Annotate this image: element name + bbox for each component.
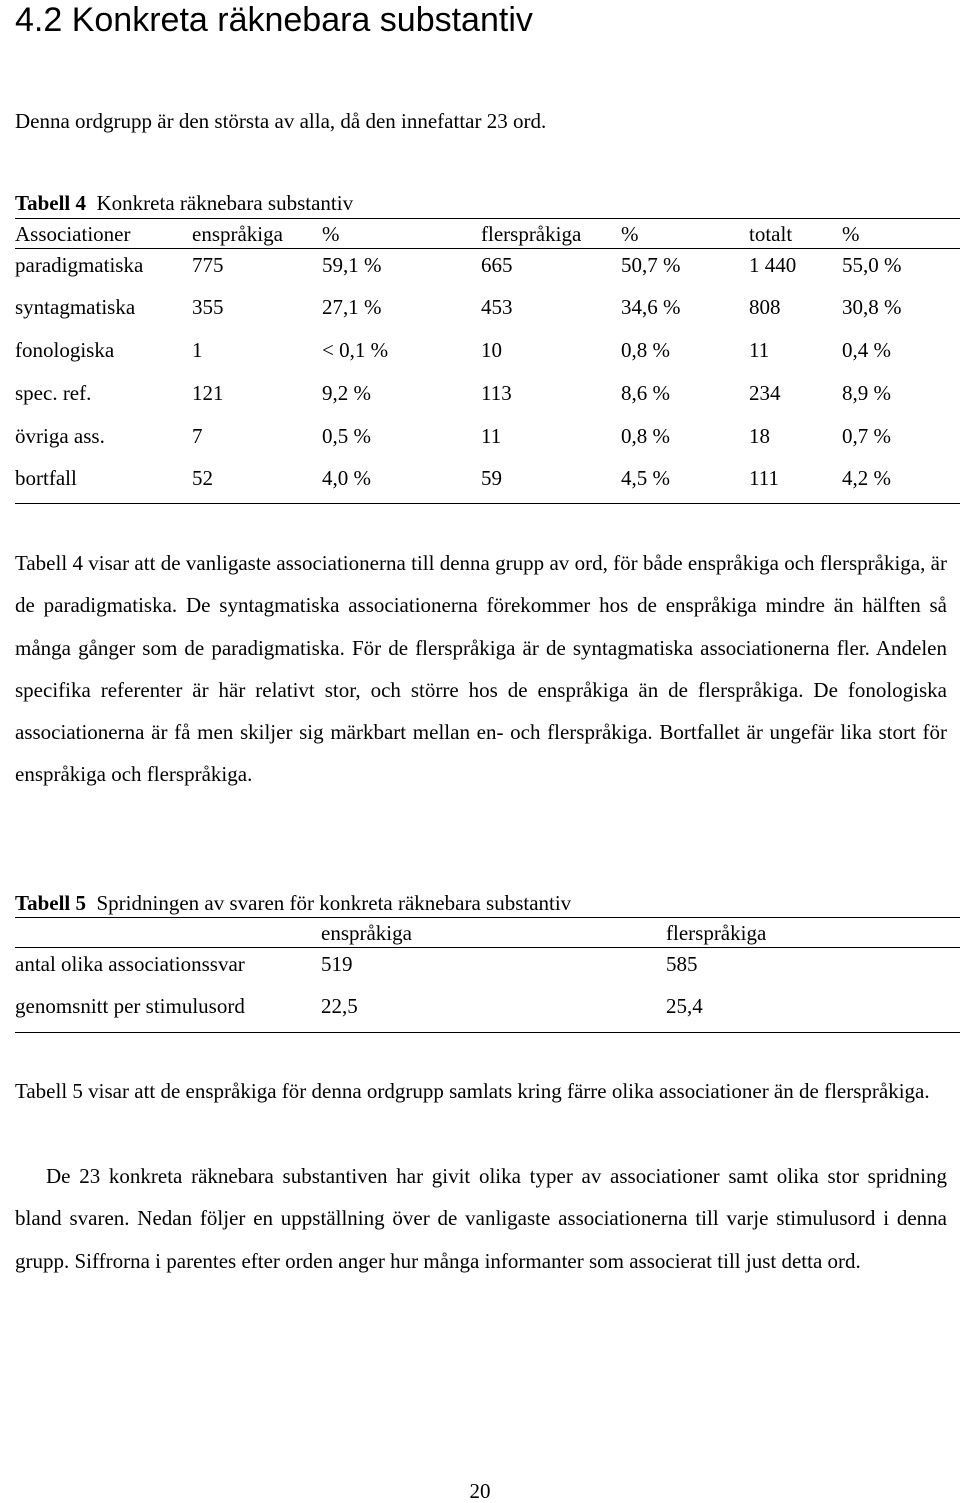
table4-top-rule (15, 218, 960, 219)
table5-cell: 585 (666, 952, 698, 976)
table5-top-rule (15, 917, 960, 918)
table4-cell: 111 (749, 466, 779, 490)
table5-cell: 22,5 (321, 994, 358, 1018)
table5-header-rule (15, 947, 960, 948)
table4-cell: 0,7 % (842, 424, 891, 448)
closing-paragraph: De 23 konkreta räknebara substantiven har givit olika typer av associationer samt olika stor spridning bland svaren. Nedan följer en uppställning över de vanligaste associationerna till varje stimulusord i denna grupp. Siffrorna i parentes efter orden anger hur många informanter som associerat till just detta ord. (15, 1164, 947, 1273)
table4-cell: 808 (749, 295, 781, 319)
table4-caption-label: Tabell 4 (15, 191, 86, 215)
table5-caption (15, 891, 571, 915)
table4-cell: 18 (749, 424, 770, 448)
table5-cell: genomsnitt per stimulusord (15, 994, 245, 1018)
table4-header-cell: enspråkiga (192, 222, 283, 246)
table5-header-cell: enspråkiga (321, 921, 412, 945)
table4-cell: 9,2 % (322, 381, 371, 405)
table4-cell: 10 (481, 338, 502, 362)
intro-paragraph: Denna ordgrupp är den största av alla, då den innefattar 23 ord. (15, 109, 547, 133)
table4-cell: 234 (749, 381, 781, 405)
table4-cell: 1 440 (749, 253, 797, 277)
table5-cell: 25,4 (666, 994, 703, 1018)
table4-bottom-rule (15, 503, 960, 504)
table4-cell: < 0,1 % (322, 338, 389, 362)
table4-cell: 1 (192, 338, 203, 362)
table4-cell: 11 (749, 338, 770, 362)
table4-cell: 4,0 % (322, 466, 371, 490)
table5-cell: antal olika associationssvar (15, 952, 245, 976)
table4-caption (15, 191, 353, 215)
table4-cell: 121 (192, 381, 224, 405)
table4-discussion-paragraph: Tabell 4 visar att de vanligaste associationerna till denna grupp av ord, för både enspråkiga och flerspråkiga, är de paradigmatiska. De syntagmatiska associationerna förekommer hos de enspråkiga mindre än hälften så många gånger som de paradigmatiska. För de flerspråkiga är de syntagmatiska associationerna fler. Andelen specifika referenter är här relativt stor, och större hos de enspråkiga än de flerspråkiga. De fonologiska associationerna är få men skiljer sig märkbart mellan en- och flerspråkiga. Bortfallet är ungefär lika stort för enspråkiga och flerspråkiga. (15, 551, 947, 787)
table4-header-cell: Associationer (15, 222, 131, 246)
table4-cell: 4,5 % (621, 466, 670, 490)
table4-cell: 55,0 % (842, 253, 902, 277)
table4-header-cell: % (621, 222, 639, 246)
table4-header-cell: % (322, 222, 340, 246)
table4-cell: 113 (481, 381, 512, 405)
table4-cell: 11 (481, 424, 502, 448)
table4-cell: 34,6 % (621, 295, 681, 319)
table5-discussion-paragraph: Tabell 5 visar att de enspråkiga för denna ordgrupp samlats kring färre olika associationer än de flerspråkiga. (15, 1079, 930, 1103)
table4-cell: 355 (192, 295, 224, 319)
table4-header-cell: totalt (749, 222, 793, 246)
table4-cell: fonologiska (15, 338, 115, 362)
table4-cell: 8,6 % (621, 381, 670, 405)
table4-cell: 30,8 % (842, 295, 902, 319)
table4-cell: 453 (481, 295, 513, 319)
table4-cell: spec. ref. (15, 381, 92, 405)
table4-cell: 59 (481, 466, 502, 490)
table4-header-cell: flerspråkiga (481, 222, 582, 246)
table4-cell: 27,1 % (322, 295, 382, 319)
table4-cell: 665 (481, 253, 513, 277)
table4-cell: 0,8 % (621, 424, 670, 448)
table5-caption-label: Tabell 5 (15, 891, 86, 915)
table4-cell: syntagmatiska (15, 295, 136, 319)
table4-cell: 50,7 % (621, 253, 681, 277)
table4-cell: bortfall (15, 466, 77, 490)
table4-cell: 52 (192, 466, 213, 490)
table5-caption-text: Spridningen av svaren för konkreta räknebara substantiv (96, 891, 572, 915)
table5-cell: 519 (321, 952, 353, 976)
table4-cell: 775 (192, 253, 224, 277)
table4-cell: 4,2 % (842, 466, 891, 490)
page-number: 20 (469, 1479, 491, 1503)
table4-cell: 7 (192, 424, 203, 448)
table5-bottom-rule (15, 1032, 960, 1033)
table4-cell: 0,8 % (621, 338, 670, 362)
section-heading: 4.2 Konkreta räknebara substantiv (15, 1, 533, 39)
table4-header-rule (15, 248, 960, 249)
table5-header-cell: flerspråkiga (666, 921, 767, 945)
table4-cell: 0,4 % (842, 338, 891, 362)
table4-cell: övriga ass. (15, 424, 105, 448)
table4-cell: 59,1 % (322, 253, 382, 277)
table4-caption-text: Konkreta räknebara substantiv (96, 191, 354, 215)
table4-cell: paradigmatiska (15, 253, 144, 277)
table4-cell: 8,9 % (842, 381, 891, 405)
table4-header-cell: % (842, 222, 860, 246)
table4-cell: 0,5 % (322, 424, 371, 448)
